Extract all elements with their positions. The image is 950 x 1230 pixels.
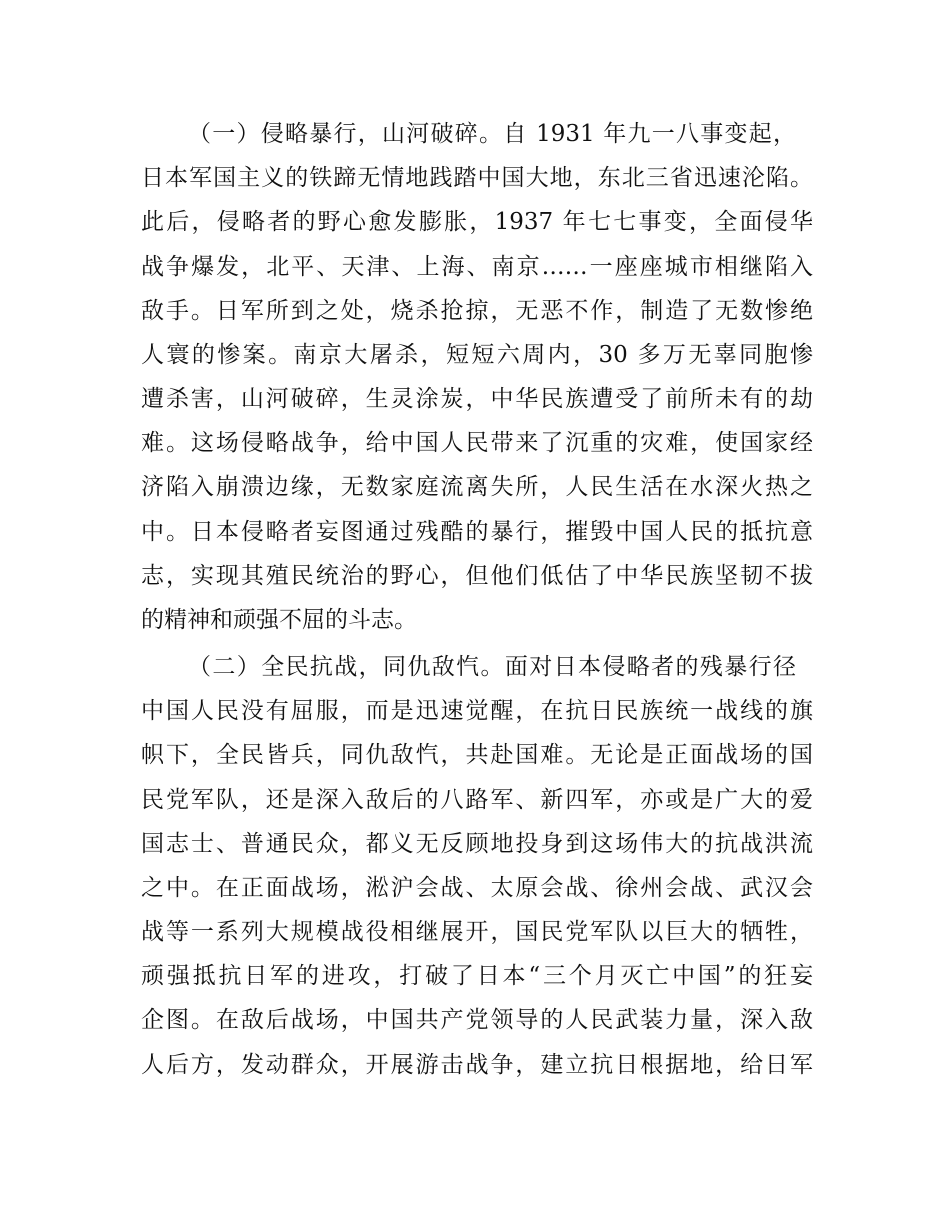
text-line: 敌手。日军所到之处，烧杀抢掠，无恶不作，制造了无数惨绝 bbox=[141, 298, 813, 324]
text-line: 中。日本侵略者妄图通过残酷的暴行，摧毁中国人民的抵抗意 bbox=[141, 519, 813, 545]
text-line: 战等一系列大规模战役相继展开，国民党军队以巨大的牺牲， bbox=[141, 919, 813, 945]
text-line: 难。这场侵略战争，给中国人民带来了沉重的灾难，使国家经 bbox=[141, 430, 813, 456]
text-line: 日本军国主义的铁蹄无情地践踏中国大地，东北三省迅速沦陷。 bbox=[141, 165, 813, 191]
text-line: 帜下，全民皆兵，同仇敌忾，共赴国难。无论是正面战场的国 bbox=[141, 742, 813, 768]
text-line: 战争爆发，北平、天津、上海、南京……一座座城市相继陷入 bbox=[141, 254, 813, 280]
text-line: 人后方，发动群众，开展游击战争，建立抗日根据地，给日军 bbox=[141, 1052, 813, 1078]
text-line: 民党军队，还是深入敌后的八路军、新四军，亦或是广大的爱 bbox=[141, 787, 813, 813]
text-line: 顽强抵抗日军的进攻，打破了日本“三个月灭亡中国”的狂妄 bbox=[141, 963, 813, 989]
text-line: 遭杀害，山河破碎，生灵涂炭，中华民族遭受了前所未有的劫 bbox=[141, 386, 813, 412]
text-line: 企图。在敌后战场，中国共产党领导的人民武装力量，深入敌 bbox=[141, 1007, 813, 1033]
text-line: （一）侵略暴行，山河破碎。自 1931 年九一八事变起， bbox=[188, 121, 796, 147]
text-line: 此后，侵略者的野心愈发膨胀，1937 年七七事变，全面侵华 bbox=[141, 209, 813, 235]
text-line: （二）全民抗战，同仇敌忾。面对日本侵略者的残暴行径 bbox=[188, 654, 796, 680]
text-line: 国志士、普通民众，都义无反顾地投身到这场伟大的抗战洪流 bbox=[141, 831, 813, 857]
text-line: 人寰的惨案。南京大屠杀，短短六周内，30 多万无辜同胞惨 bbox=[141, 342, 813, 368]
text-line: 志，实现其殖民统治的野心，但他们低估了中华民族坚韧不拔 bbox=[141, 563, 813, 589]
text-line: 的精神和顽强不屈的斗志。 bbox=[141, 607, 417, 633]
text-line: 之中。在正面战场，淞沪会战、太原会战、徐州会战、武汉会 bbox=[141, 875, 813, 901]
text-line: 济陷入崩溃边缘，无数家庭流离失所，人民生活在水深火热之 bbox=[141, 474, 813, 500]
text-line: 中国人民没有屈服，而是迅速觉醒，在抗日民族统一战线的旗 bbox=[141, 698, 813, 724]
